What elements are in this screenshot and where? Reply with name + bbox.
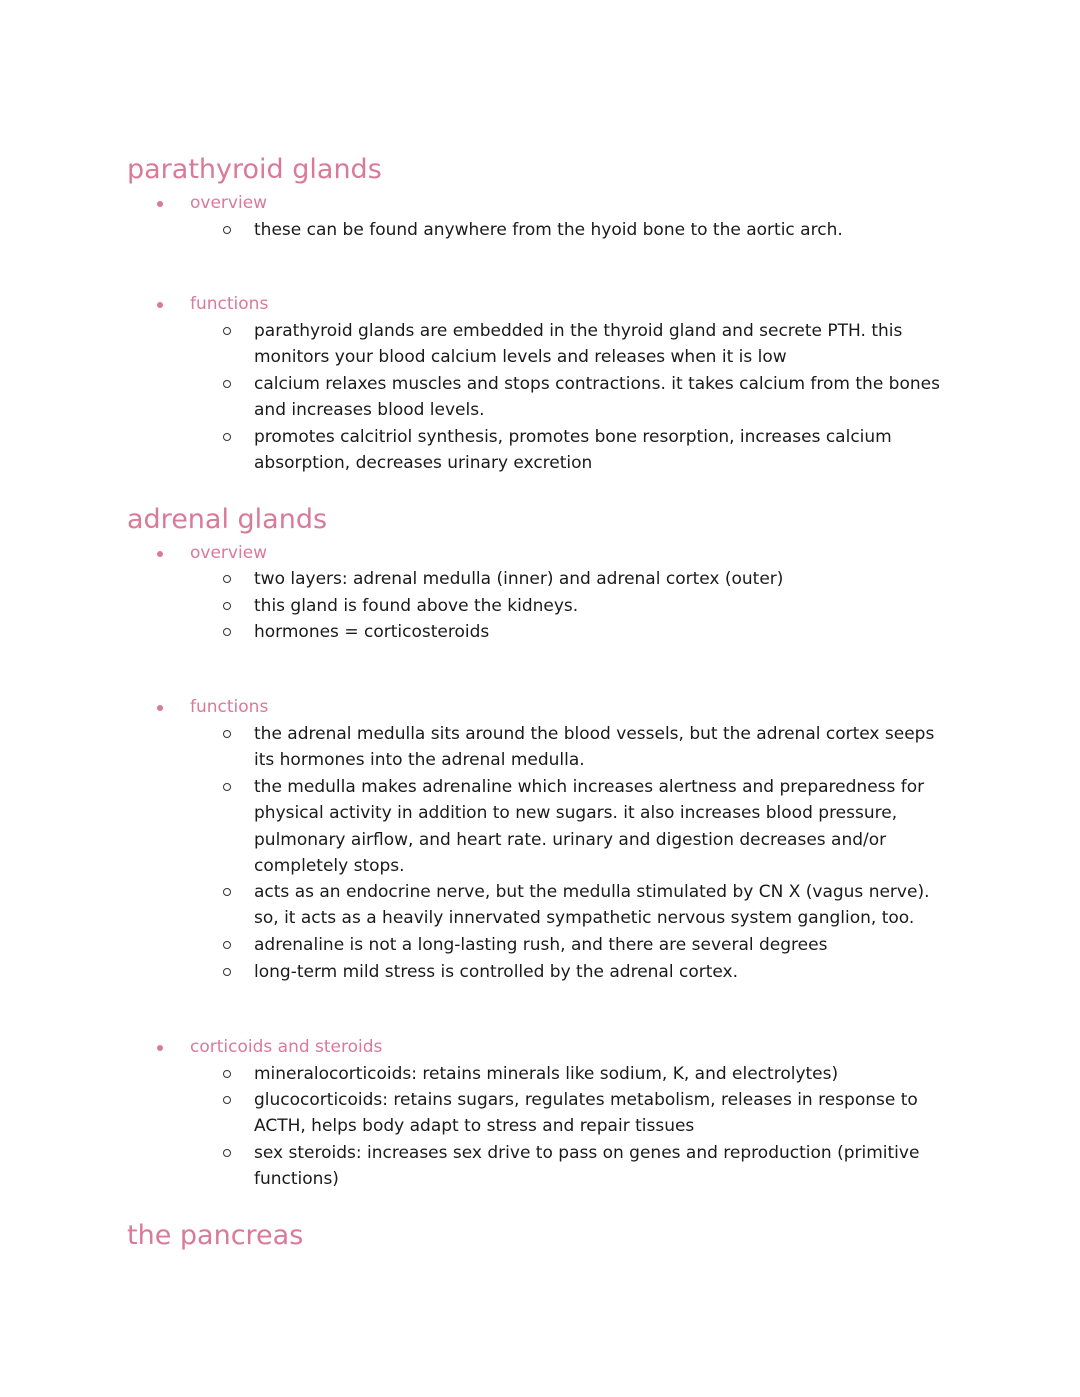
list-item: promotes calcitriol synthesis, promotes bone resorption, increases calcium absorption, decreases urinary excretion — [254, 424, 954, 477]
list-item: the medulla makes adrenaline which increases alertness and preparedness for physical activity in addition to new sugars. it also increases blood pressure, pulmonary airflow, and heart rate. urinary and digestion decreases and/or completely stops. — [254, 774, 954, 880]
list-item: adrenaline is not a long-lasting rush, and there are several degrees — [254, 932, 954, 958]
section-title-pancreas: the pancreas — [127, 1220, 304, 1251]
section-title-parathyroid: parathyroid glands — [127, 154, 382, 185]
subheading-corticoids-and-steroids: corticoids and steroids — [190, 1037, 383, 1057]
list-item: sex steroids: increases sex drive to pass on genes and reproduction (primitive functions) — [254, 1140, 954, 1193]
list-item: parathyroid glands are embedded in the thyroid gland and secrete PTH. this monitors your blood calcium levels and releases when it is low — [254, 318, 954, 371]
list-item: acts as an endocrine nerve, but the medulla stimulated by CN X (vagus nerve). so, it acts as a heavily innervated sympathetic nervous system ganglion, too. — [254, 879, 954, 932]
list-item: this gland is found above the kidneys. — [254, 593, 954, 619]
list-item: calcium relaxes muscles and stops contractions. it takes calcium from the bones and increases blood levels. — [254, 371, 954, 424]
subheading-functions: functions — [190, 294, 269, 314]
list-item: hormones = corticosteroids — [254, 619, 954, 645]
subheading-overview: overview — [190, 543, 268, 563]
subheading-overview: overview — [190, 193, 268, 213]
subheading-functions: functions — [190, 697, 269, 717]
list-item: long-term mild stress is controlled by the adrenal cortex. — [254, 959, 954, 985]
list-item: two layers: adrenal medulla (inner) and adrenal cortex (outer) — [254, 566, 954, 592]
section-title-adrenal: adrenal glands — [127, 504, 328, 535]
list-item: mineralocorticoids: retains minerals like sodium, K, and electrolytes) — [254, 1061, 954, 1087]
list-item: these can be found anywhere from the hyoid bone to the aortic arch. — [254, 217, 954, 243]
list-item: glucocorticoids: retains sugars, regulates metabolism, releases in response to ACTH, helps body adapt to stress and repair tissues — [254, 1087, 954, 1140]
list-item: the adrenal medulla sits around the blood vessels, but the adrenal cortex seeps its hormones into the adrenal medulla. — [254, 721, 954, 774]
